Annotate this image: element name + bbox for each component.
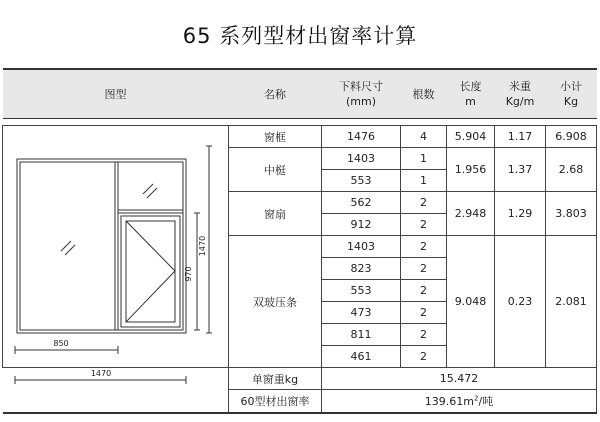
length-cell: 9.048	[447, 236, 495, 368]
count-cell: 2	[401, 214, 447, 236]
weight-cell: 1.37	[495, 148, 546, 192]
window-frame-inner	[20, 162, 183, 330]
weight-cell: 1.17	[495, 126, 546, 148]
drawing-bottom-cell	[3, 368, 229, 414]
length-cell: 1.956	[447, 148, 495, 192]
subtotal-cell: 6.908	[546, 126, 597, 148]
calc-table	[2, 68, 597, 414]
name-cell: 窗框	[229, 126, 322, 148]
window-frame-outer	[17, 159, 186, 333]
rate-label: 60型材出窗率	[229, 390, 322, 413]
dim-1470-side: 1470	[198, 235, 207, 257]
size-cell: 823	[322, 258, 401, 280]
size-cell: 553	[322, 280, 401, 302]
size-cell: 912	[322, 214, 401, 236]
count-cell: 2	[401, 236, 447, 258]
window-drawing-cell	[3, 126, 229, 368]
header-weight-per-m: 米重 Kg/m	[495, 69, 546, 119]
page-title: 65 系列型材出窗率计算	[182, 24, 418, 48]
weight-cell: 1.29	[495, 192, 546, 236]
header-length: 长度 m	[447, 69, 495, 119]
header-name: 名称	[229, 69, 322, 119]
sash-outer	[121, 216, 180, 327]
name-cell: 中梃	[229, 148, 322, 192]
dim-970: 970	[184, 266, 193, 282]
subtotal-cell: 2.081	[546, 236, 597, 368]
sash-opening-mark	[126, 221, 175, 322]
size-cell: 1403	[322, 148, 401, 170]
total-width-dimension	[3, 368, 229, 412]
length-cell: 2.948	[447, 192, 495, 236]
count-cell: 1	[401, 170, 447, 192]
count-cell: 2	[401, 302, 447, 324]
size-cell: 473	[322, 302, 401, 324]
size-cell: 1476	[322, 126, 401, 148]
subtotal-cell: 3.803	[546, 192, 597, 236]
count-cell: 4	[401, 126, 447, 148]
count-cell: 2	[401, 280, 447, 302]
count-cell: 2	[401, 324, 447, 346]
size-cell: 553	[322, 170, 401, 192]
count-cell: 2	[401, 346, 447, 368]
name-cell: 窗扇	[229, 192, 322, 236]
count-cell: 2	[401, 192, 447, 214]
size-cell: 1403	[322, 236, 401, 258]
rate-value: $139.61m^2/$吨	[322, 390, 597, 413]
window-drawing	[3, 126, 229, 362]
subtotal-cell: 2.68	[546, 148, 597, 192]
size-cell: 461	[322, 346, 401, 368]
unit-weight-value: 15.472	[322, 368, 597, 390]
length-cell: 5.904	[447, 126, 495, 148]
name-cell: 双玻压条	[229, 236, 322, 368]
count-cell: 1	[401, 148, 447, 170]
size-cell: 562	[322, 192, 401, 214]
header-subtotal: 小计 Kg	[546, 69, 597, 119]
unit-weight-label: 单窗重kg	[229, 368, 322, 390]
weight-cell: 0.23	[495, 236, 546, 368]
sash-inner	[126, 221, 175, 322]
header-figure: 图型	[3, 69, 229, 119]
header-count: 根数	[401, 69, 447, 119]
size-cell: 811	[322, 324, 401, 346]
dim-1470-bottom: 1470	[90, 369, 111, 378]
table-row	[3, 126, 597, 148]
header-row	[3, 69, 597, 119]
header-cut-size: 下料尺寸 (mm)	[322, 69, 401, 119]
table-row-unit-weight	[3, 368, 597, 390]
dim-850: 850	[53, 339, 69, 348]
count-cell: 2	[401, 258, 447, 280]
